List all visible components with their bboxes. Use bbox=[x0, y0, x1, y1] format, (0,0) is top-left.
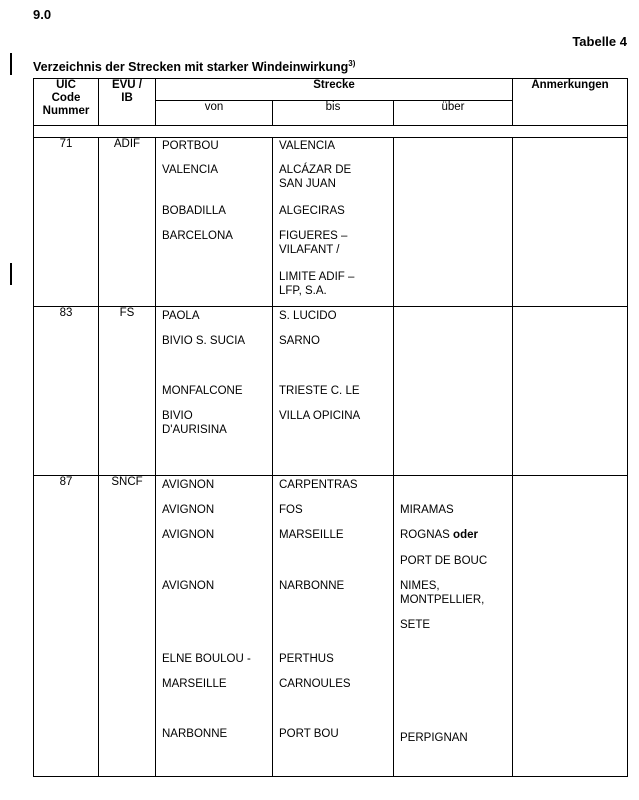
change-bar bbox=[10, 53, 12, 75]
ueber-cell bbox=[394, 307, 513, 476]
evu-cell: ADIF bbox=[99, 138, 156, 307]
anmerkungen-cell bbox=[513, 476, 628, 777]
header-evu-ib: EVU / IB bbox=[99, 79, 156, 126]
header-ueber: über bbox=[394, 101, 513, 126]
header-anmerkungen: Anmerkungen bbox=[513, 79, 628, 126]
anmerkungen-cell bbox=[513, 307, 628, 476]
von-cell: PORTBOU VALENCIA BOBADILLA BARCELONA bbox=[156, 138, 273, 307]
evu-cell: SNCF bbox=[99, 476, 156, 777]
document-title bbox=[33, 59, 355, 74]
uic-code-cell: 87 bbox=[34, 476, 99, 777]
bis-cell: S. LUCIDO SARNO TRIESTE C. LE VILLA OPICINA bbox=[273, 307, 394, 476]
bis-cell: VALENCIA ALCÁZAR DE SAN JUAN ALGECIRAS FIGUERES – VILAFANT / LIMITE ADIF – LFP, S.A. bbox=[273, 138, 394, 307]
ueber-cell bbox=[394, 138, 513, 307]
header-von: von bbox=[156, 101, 273, 126]
ueber-cell: MIRAMAS ROGNAS oder PORT DE BOUC NIMES, MONTPELLIER, SETE PERPIGNAN bbox=[394, 476, 513, 777]
spacer-row bbox=[34, 126, 628, 138]
title-footnote: 3) bbox=[348, 59, 356, 68]
title-text: Verzeichnis der Strecken mit starker Windeinwirkung bbox=[33, 60, 349, 75]
header-bis: bis bbox=[273, 101, 394, 126]
anmerkungen-cell bbox=[513, 138, 628, 307]
evu-cell: FS bbox=[99, 307, 156, 476]
header-strecke: Strecke bbox=[156, 79, 513, 101]
table-row bbox=[34, 138, 628, 307]
section-number: 9.0 bbox=[33, 7, 52, 22]
bis-cell: CARPENTRAS FOS MARSEILLE NARBONNE PERTHUS CARNOULES PORT BOU bbox=[273, 476, 394, 777]
header-uic-code: UIC Code Nummer bbox=[34, 79, 99, 126]
routes-table bbox=[33, 78, 628, 777]
change-bar bbox=[10, 263, 12, 285]
von-cell: PAOLA BIVIO S. SUCIA MONFALCONE BIVIO D'AURISINA bbox=[156, 307, 273, 476]
von-cell: AVIGNON AVIGNON AVIGNON AVIGNON ELNE BOULOU - MARSEILLE NARBONNE bbox=[156, 476, 273, 777]
table-row bbox=[34, 476, 628, 777]
table-label: Tabelle 4 bbox=[572, 34, 627, 49]
uic-code-cell: 71 bbox=[34, 138, 99, 307]
uic-code-cell: 83 bbox=[34, 307, 99, 476]
table-row bbox=[34, 307, 628, 476]
